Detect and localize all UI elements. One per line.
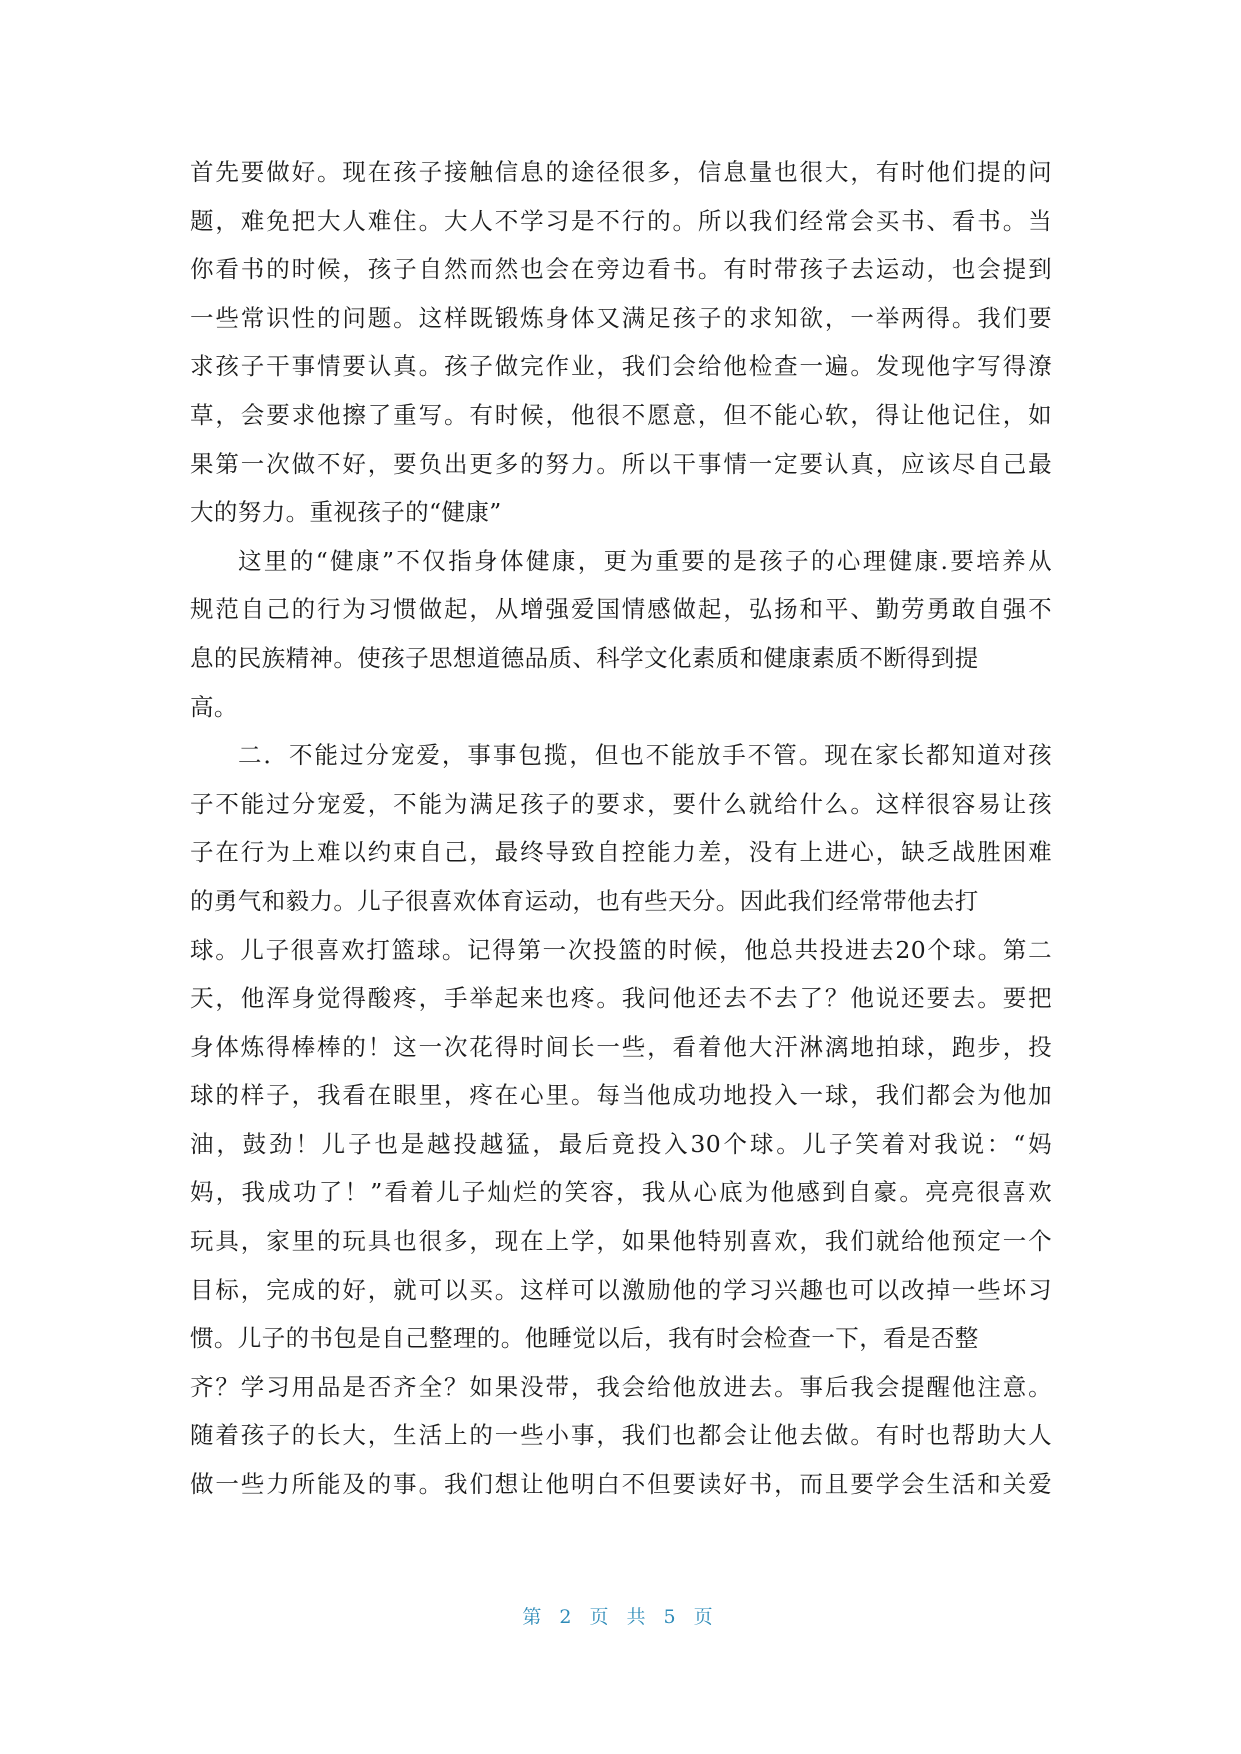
text-line: 题，难免把大人难住。大人不学习是不行的。所以我们经常会买书、看书。当 <box>190 206 1052 235</box>
text-line: 目标，完成的好，就可以买。这样可以激励他的学习兴趣也可以改掉一些坏习 <box>190 1275 1052 1304</box>
text-line: 息的民族精神。使孩子思想道德品质、科学文化素质和健康素质不断得到提 <box>190 643 979 672</box>
text-line: 惯。儿子的书包是自己整理的。他睡觉以后，我有时会检查一下，看是否整 <box>190 1324 979 1353</box>
text-line: 你看书的时候，孩子自然而然也会在旁边看书。有时带孩子去运动，也会提到 <box>190 255 1052 284</box>
text-line: 天，他浑身觉得酸疼，手举起来也疼。我问他还去不去了？他说还要去。要把 <box>190 984 1052 1013</box>
text-line: 齐？学习用品是否齐全？如果没带，我会给他放进去。事后我会提醒他注意。 <box>190 1372 1052 1401</box>
text-line: 球的样子，我看在眼里，疼在心里。每当他成功地投入一球，我们都会为他加 <box>190 1081 1052 1110</box>
text-line: 首先要做好。现在孩子接触信息的途径很多，信息量也很大，有时他们提的问 <box>190 158 1052 186</box>
text-line: 一些常识性的问题。这样既锻炼身体又满足孩子的求知欲，一举两得。我们要 <box>190 303 1052 332</box>
text-line: 规范自己的行为习惯做起，从增强爱国情感做起，弘扬和平、勤劳勇敢自强不 <box>190 595 1052 624</box>
paragraph-start-line: 这里的“健康”不仅指身体健康，更为重要的是孩子的心理健康.要培养从 <box>238 546 1052 575</box>
body-text <box>190 148 1052 1509</box>
page-number-footer: 第 2 页 共 5 页 <box>522 1606 719 1628</box>
text-line: 果第一次做不好，要负出更多的努力。所以干事情一定要认真，应该尽自己最 <box>190 449 1052 478</box>
text-line: 子不能过分宠爱，不能为满足孩子的要求，要什么就给什么。这样很容易让孩 <box>190 789 1052 818</box>
text-line: 草，会要求他擦了重写。有时候，他很不愿意，但不能心软，得让他记住，如 <box>190 400 1052 429</box>
text-line: 身体炼得棒棒的！这一次花得时间长一些，看着他大汗淋漓地拍球，跑步，投 <box>190 1032 1052 1061</box>
text-line: 做一些力所能及的事。我们想让他明白不但要读好书，而且要学会生活和关爱 <box>190 1470 1052 1499</box>
text-line: 高。 <box>190 692 238 721</box>
text-line: 的勇气和毅力。儿子很喜欢体育运动，也有些天分。因此我们经常带他去打 <box>190 886 979 915</box>
text-line: 大的努力。重视孩子的“健康” <box>190 498 502 527</box>
text-line: 妈，我成功了！”看着儿子灿烂的笑容，我从心底为他感到自豪。亮亮很喜欢 <box>190 1178 1052 1207</box>
text-line: 球。儿子很喜欢打篮球。记得第一次投篮的时候，他总共投进去20个球。第二 <box>190 935 1052 964</box>
text-line: 玩具，家里的玩具也很多，现在上学，如果他特别喜欢，我们就给他预定一个 <box>190 1227 1052 1256</box>
paragraph-start-line: 二．不能过分宠爱，事事包揽，但也不能放手不管。现在家长都知道对孩 <box>238 741 1052 770</box>
text-line: 随着孩子的长大，生活上的一些小事，我们也都会让他去做。有时也帮助大人 <box>190 1421 1052 1450</box>
text-line: 求孩子干事情要认真。孩子做完作业，我们会给他检查一遍。发现他字写得潦 <box>190 352 1052 381</box>
text-line: 油，鼓劲！儿子也是越投越猛，最后竟投入30个球。儿子笑着对我说：“妈 <box>190 1129 1052 1158</box>
text-line: 子在行为上难以约束自己，最终导致自控能力差，没有上进心，缺乏战胜困难 <box>190 838 1052 867</box>
